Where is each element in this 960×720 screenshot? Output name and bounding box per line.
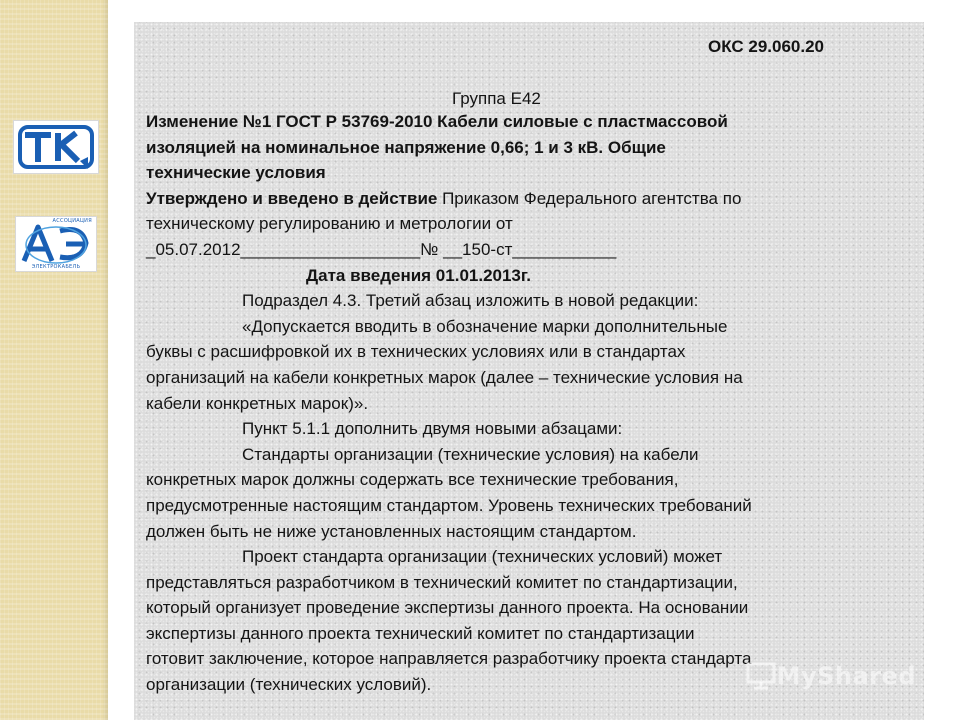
document-text-block bbox=[146, 109, 912, 698]
watermark-text: MyShared bbox=[776, 662, 916, 690]
body-line: Пункт 5.1.1 дополнить двумя новыми абзацами: bbox=[242, 419, 623, 439]
title-line: Изменение №1 ГОСТ Р 53769-2010 Кабели силовые с пластмассовой bbox=[146, 112, 728, 131]
tk-logo bbox=[13, 120, 99, 174]
body-line: должен быть не ниже установленных настоящим стандартом. bbox=[146, 521, 637, 541]
body-line: буквы с расшифровкой их в технических условиях или в стандартах bbox=[146, 342, 686, 362]
body-line: представляться разработчиком в технический комитет по стандартизации, bbox=[146, 572, 738, 592]
body-line: готовит заключение, которое направляется разработчику проекта стандарта bbox=[146, 649, 752, 669]
group-code: Группа Е42 bbox=[452, 89, 541, 108]
body-line: Стандарты организации (технические условия) на кабели bbox=[242, 444, 699, 464]
body-line: кабели конкретных марок)». bbox=[146, 393, 369, 413]
body-line: Проект стандарта организации (технических условий) может bbox=[242, 547, 723, 567]
body-line: «Допускается вводить в обозначение марки дополнительные bbox=[242, 316, 728, 336]
approval-label: Утверждено и введено в действие bbox=[146, 188, 438, 208]
approval-text: Приказом Федерального агентства по bbox=[437, 188, 742, 208]
body-line: конкретных марок должны содержать все технические требования, bbox=[146, 470, 679, 490]
presentation-board-icon bbox=[746, 662, 776, 690]
ae-logo bbox=[15, 216, 97, 272]
oks-code: ОКС 29.060.20 bbox=[708, 37, 825, 56]
body-line: который организует проведение экспертизы данного проекта. На основании bbox=[146, 598, 749, 618]
ae-logo-icon bbox=[16, 217, 96, 271]
order-number-line: _05.07.2012___________________№ __150-ст___________ bbox=[146, 239, 617, 259]
body-line: организации (технических условий). bbox=[146, 675, 432, 695]
title-line: технические условия bbox=[146, 163, 326, 183]
body-line: экспертизы данного проекта технический комитет по стандартизации bbox=[146, 623, 695, 643]
ae-logo-caption-bottom: ЭЛЕКТРОКАБЕЛЬ bbox=[31, 264, 81, 270]
body-line: организаций на кабели конкретных марок (далее – технические условия на bbox=[146, 367, 743, 387]
approval-line bbox=[146, 186, 912, 212]
amendment-text bbox=[146, 288, 912, 698]
body-line: Подраздел 4.3. Третий абзац изложить в новой редакции: bbox=[242, 291, 699, 311]
approval-line-2: техническому регулированию и метрологии от bbox=[146, 214, 513, 234]
body-line: предусмотренные настоящим стандартом. Уровень технических требований bbox=[146, 495, 752, 515]
ae-logo-caption-top: АССОЦИАЦИЯ bbox=[52, 218, 92, 224]
title-line: изоляцией на номинальное напряжение 0,66; 1 и 3 кВ. Общие bbox=[146, 137, 666, 157]
tk-logo-icon bbox=[14, 121, 98, 173]
left-decorative-strip bbox=[0, 0, 108, 720]
document-page bbox=[134, 22, 924, 720]
introduction-date: Дата введения 01.01.2013г. bbox=[306, 265, 531, 285]
